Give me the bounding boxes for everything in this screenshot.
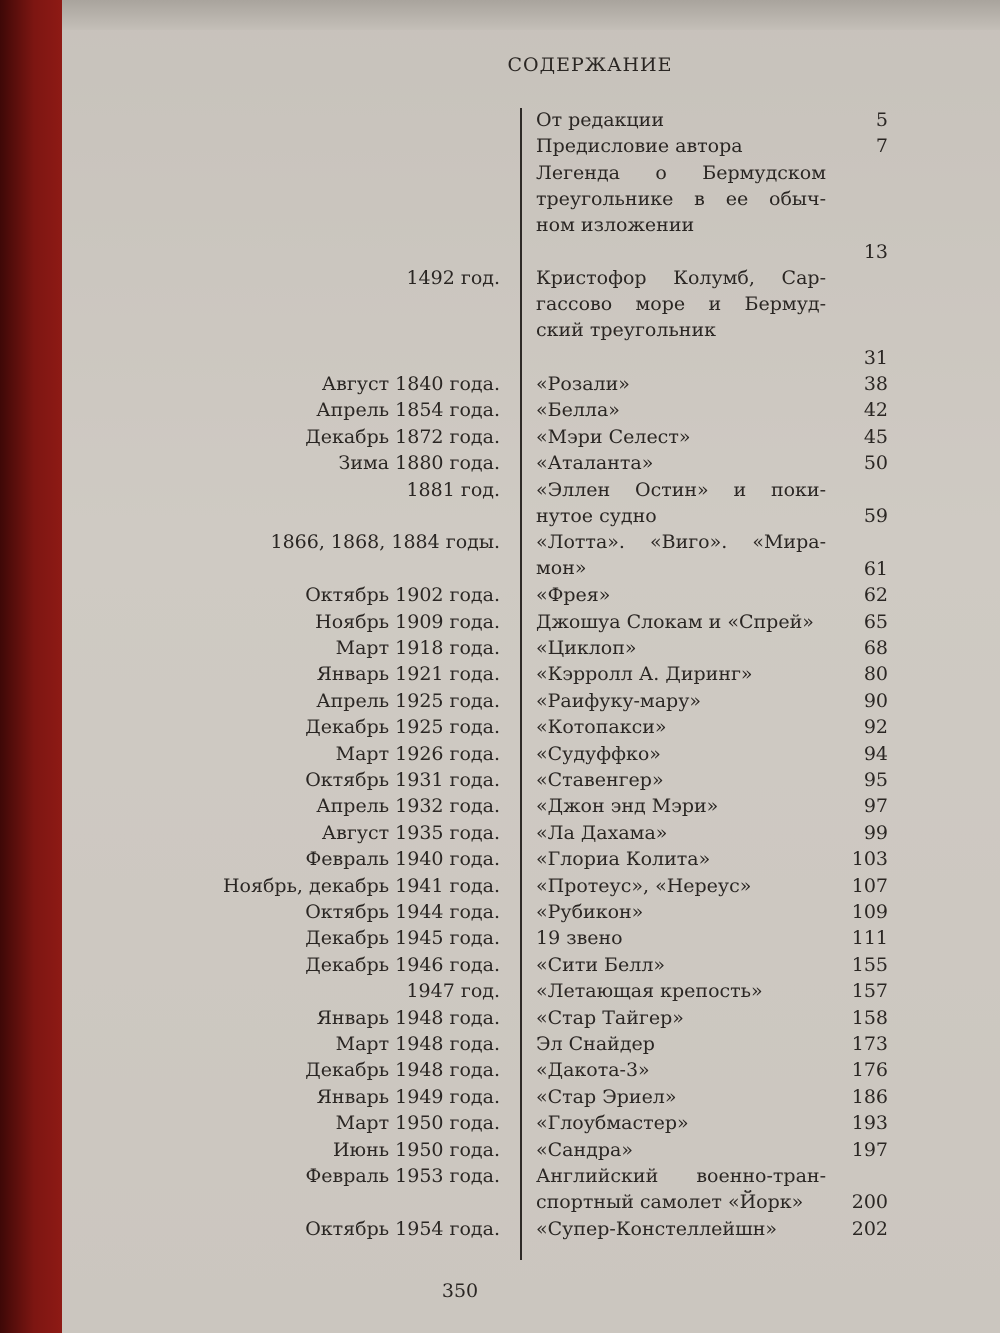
- entry-page: 59: [863, 504, 888, 527]
- entry-title: [536, 899, 826, 925]
- entry-date: Март 1950 года.: [335, 1112, 500, 1135]
- entry-title-line: Кристофор Колумб, Сар-: [536, 267, 826, 290]
- entry-title-line: «Лотта». «Виго». «Мира-: [536, 531, 826, 554]
- entry-page: 97: [863, 795, 888, 818]
- entry-title: [536, 1031, 826, 1057]
- contents-heading: СОДЕРЖАНИЕ: [507, 54, 673, 76]
- entry-title-line: Джошуа Слокам и «Спрей»: [536, 610, 814, 633]
- entry-date: Декабрь 1948 года.: [305, 1059, 500, 1082]
- entry-date: Март 1918 года.: [335, 637, 500, 659]
- entry-date: 1866, 1868, 1884 годы.: [270, 531, 500, 554]
- entry-page: 94: [863, 742, 888, 765]
- entry-title-line: «Фрея»: [536, 584, 611, 607]
- entry-date: Январь 1948 года.: [316, 1006, 500, 1029]
- entry-title: [536, 609, 826, 635]
- entry-title-line: «Стар Тайгер»: [536, 1006, 684, 1029]
- entry-title: [536, 424, 826, 450]
- entry-date: Август 1840 года.: [321, 373, 500, 395]
- entry-date: Март 1948 года.: [335, 1033, 500, 1055]
- entry-title-line: «Супер-Констеллейшн»: [536, 1217, 778, 1240]
- entry-title: [536, 741, 826, 767]
- entry-date: Декабрь 1925 года.: [305, 716, 500, 739]
- entry-title-line: «Аталанта»: [536, 452, 654, 475]
- entry-title-line: От редакции: [536, 109, 664, 131]
- entry-page: 68: [863, 637, 888, 659]
- entry-title-line: «Стар Эриел»: [536, 1085, 677, 1108]
- entry-title-line: «Протеус», «Нереус»: [536, 874, 752, 897]
- entry-date: Март 1926 года.: [335, 742, 500, 765]
- entry-page: 62: [863, 584, 888, 607]
- entry-title-line: ский треугольник: [536, 319, 716, 342]
- entry-title: [536, 477, 826, 529]
- entry-title-line: «Рубикон»: [536, 901, 644, 923]
- entry-date: Зима 1880 года.: [338, 452, 500, 475]
- entry-date: Февраль 1940 года.: [305, 848, 500, 871]
- entry-title-line: «Белла»: [536, 399, 620, 422]
- entry-page: 176: [851, 1059, 888, 1082]
- entry-title-line: «Глоубмастер»: [536, 1112, 689, 1135]
- entry-page: 99: [863, 821, 888, 844]
- page-number: 350: [441, 1280, 479, 1302]
- entry-date: Апрель 1854 года.: [316, 399, 500, 422]
- entry-title: [536, 978, 826, 1004]
- entry-title-line: Легенда о Бермудском: [536, 161, 826, 184]
- entry-title-line: «Ла Дахама»: [536, 821, 668, 844]
- entry-page: 61: [863, 557, 888, 580]
- entry-page: 193: [851, 1112, 888, 1135]
- entry-title-line: «Летающая крепость»: [536, 980, 763, 1003]
- entry-title: [536, 529, 826, 581]
- entry-title: [536, 793, 826, 819]
- entry-date: Октябрь 1944 года.: [305, 901, 500, 923]
- entry-title: [536, 1110, 826, 1136]
- entry-page: 197: [851, 1138, 888, 1161]
- entry-title-line: «Глориа Колита»: [536, 848, 711, 871]
- entry-title: [536, 265, 826, 343]
- entry-title: [536, 1216, 826, 1242]
- entry-title: [536, 1084, 826, 1110]
- entry-date: Август 1935 года.: [321, 821, 500, 844]
- entry-title-line: «Дакота-3»: [536, 1059, 650, 1082]
- entry-page: 90: [863, 689, 888, 712]
- entry-title: [536, 873, 826, 899]
- entry-title-line: ном изложении: [536, 213, 695, 236]
- entry-page: 95: [863, 769, 888, 791]
- entry-page: 173: [851, 1033, 888, 1055]
- entry-page: 45: [863, 425, 888, 448]
- entry-title-line: Английский военно-тран-: [536, 1165, 826, 1187]
- entry-date: Декабрь 1872 года.: [305, 425, 500, 448]
- entry-title: [536, 397, 826, 423]
- entry-title: [536, 846, 826, 872]
- entry-title-line: «Раифуку-мару»: [536, 689, 701, 712]
- entry-date: Декабрь 1946 года.: [305, 953, 500, 976]
- entry-page: 103: [851, 848, 888, 871]
- entry-title: [536, 767, 826, 793]
- entry-page: 158: [851, 1006, 888, 1029]
- entry-page: 107: [851, 874, 888, 897]
- entry-title-line: «Котопакси»: [536, 716, 667, 739]
- entry-date: Апрель 1932 года.: [316, 795, 500, 818]
- entry-title-line: «Судуффко»: [536, 742, 661, 765]
- entry-date: Октябрь 1902 года.: [305, 584, 500, 607]
- entry-title: [536, 661, 826, 687]
- entry-title: [536, 952, 826, 978]
- entry-page: 92: [863, 716, 888, 739]
- entry-title: [536, 1005, 826, 1031]
- entry-title: [536, 1137, 826, 1163]
- entry-date: 1947 год.: [406, 980, 500, 1003]
- entry-title: [536, 133, 826, 159]
- entry-title-line: 19 звено: [536, 927, 623, 950]
- entry-date: Октябрь 1931 года.: [305, 769, 500, 791]
- entry-title: [536, 107, 826, 133]
- entry-date: Ноябрь, декабрь 1941 года.: [222, 874, 500, 897]
- entry-date: 1492 год.: [406, 267, 500, 290]
- entry-title-line: «Джон энд Мэри»: [536, 795, 719, 818]
- entry-date: Февраль 1953 года.: [305, 1165, 500, 1187]
- entry-date: 1881 год.: [406, 478, 500, 501]
- entry-date: Апрель 1925 года.: [316, 689, 500, 712]
- entry-title: [536, 1163, 826, 1215]
- entry-title-line: «Ставенгер»: [536, 769, 664, 791]
- entry-title-line: треугольнике в ее обыч-: [536, 187, 826, 210]
- entry-page: 31: [863, 346, 888, 369]
- entry-title-line: спортный самолет «Йорк»: [536, 1191, 804, 1213]
- entry-title-line: Эл Снайдер: [536, 1033, 655, 1055]
- entry-title: [536, 371, 826, 397]
- entry-title-line: нутое судно: [536, 504, 657, 527]
- entry-title-line: гассово море и Бермуд-: [536, 293, 826, 316]
- entry-date: Октябрь 1954 года.: [305, 1217, 500, 1240]
- entry-date: Июнь 1950 года.: [332, 1138, 500, 1161]
- entry-title: [536, 582, 826, 608]
- entry-title-line: Предисловие автора: [536, 135, 743, 158]
- entry-date: Январь 1921 года.: [316, 663, 500, 686]
- entry-page: 7: [875, 135, 888, 158]
- entry-title: [536, 1057, 826, 1083]
- entry-title-line: «Циклоп»: [536, 637, 637, 659]
- entry-title-line: «Сити Белл»: [536, 953, 666, 976]
- entry-page: 200: [851, 1191, 888, 1214]
- entry-title: [536, 714, 826, 740]
- entry-page: 65: [863, 610, 888, 633]
- entry-title: [536, 635, 826, 661]
- entry-title-line: мон»: [536, 557, 587, 580]
- entry-page: 80: [863, 663, 888, 686]
- entry-title: [536, 160, 826, 238]
- entry-page: 202: [851, 1217, 888, 1240]
- entry-title-line: «Кэрролл А. Диринг»: [536, 663, 753, 686]
- entry-title: [536, 450, 826, 476]
- entry-date: Декабрь 1945 года.: [305, 927, 500, 950]
- entry-date: Январь 1949 года.: [316, 1085, 500, 1108]
- entry-title: [536, 688, 826, 714]
- entry-page: 50: [863, 452, 888, 475]
- entry-page: 38: [863, 373, 888, 395]
- entry-title-line: «Мэри Селест»: [536, 425, 691, 448]
- entry-title-line: «Сандра»: [536, 1138, 633, 1161]
- entry-page: 155: [851, 953, 888, 976]
- entry-title: [536, 820, 826, 846]
- entry-title-line: «Розали»: [536, 373, 630, 395]
- entry-page: 13: [863, 240, 888, 263]
- entry-page: 186: [851, 1085, 888, 1108]
- entry-page: 5: [875, 109, 888, 131]
- entry-page: 157: [851, 980, 888, 1003]
- entry-page: 109: [851, 901, 888, 923]
- entry-title-line: «Эллен Остин» и поки-: [536, 478, 826, 501]
- entry-page: 42: [863, 399, 888, 422]
- entry-title: [536, 925, 826, 951]
- entry-page: 111: [851, 927, 888, 950]
- entry-date: Ноябрь 1909 года.: [315, 610, 500, 633]
